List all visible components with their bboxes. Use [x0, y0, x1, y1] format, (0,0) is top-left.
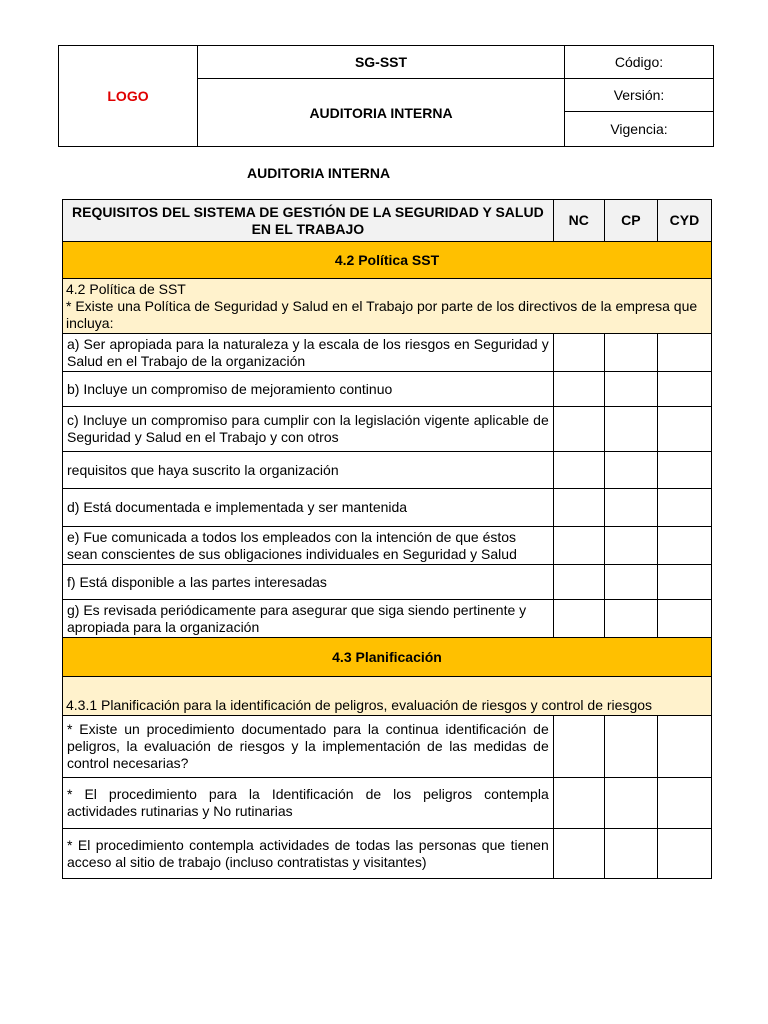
cyd-checkbox-cell[interactable]	[657, 334, 711, 372]
section-intro	[63, 279, 712, 334]
cp-checkbox-cell[interactable]	[604, 452, 657, 489]
cyd-checkbox-cell[interactable]	[657, 716, 711, 778]
vigencia-label: Vigencia:	[565, 111, 714, 146]
nc-checkbox-cell[interactable]	[553, 407, 604, 452]
table-row	[63, 829, 712, 879]
cp-checkbox-cell[interactable]	[604, 565, 657, 600]
cp-checkbox-cell[interactable]	[604, 778, 657, 829]
requirement-text: * Existe un procedimiento documentado para la continua identificación de peligros, la evaluación de riesgos y la implementación de las medidas de control necesarias?	[63, 716, 554, 778]
cp-checkbox-cell[interactable]	[604, 527, 657, 565]
section-header-row	[63, 638, 712, 677]
nc-checkbox-cell[interactable]	[553, 334, 604, 372]
nc-checkbox-cell[interactable]	[553, 452, 604, 489]
version-label: Versión:	[565, 79, 714, 111]
logo-placeholder: LOGO	[59, 46, 198, 147]
nc-checkbox-cell[interactable]	[553, 600, 604, 638]
requirement-text: * El procedimiento contempla actividades de todas las personas que tienen acceso al sitio de trabajo (incluso contratistas y visitantes)	[63, 829, 554, 879]
cyd-checkbox-cell[interactable]	[657, 600, 711, 638]
cyd-checkbox-cell[interactable]	[657, 372, 711, 407]
section-title: 4.3 Planificación	[63, 638, 712, 677]
table-row	[63, 565, 712, 600]
requirements-column-header: REQUISITOS DEL SISTEMA DE GESTIÓN DE LA SEGURIDAD Y SALUD EN EL TRABAJO	[63, 200, 554, 242]
cp-checkbox-cell[interactable]	[604, 334, 657, 372]
requirement-text: g) Es revisada periódicamente para asegurar que siga siendo pertinente y apropiada para la organización	[63, 600, 554, 638]
cp-checkbox-cell[interactable]	[604, 716, 657, 778]
cyd-checkbox-cell[interactable]	[657, 778, 711, 829]
table-row	[63, 452, 712, 489]
table-row	[63, 489, 712, 527]
requirement-text: f) Está disponible a las partes interesadas	[63, 565, 554, 600]
table-row	[63, 716, 712, 778]
cp-checkbox-cell[interactable]	[604, 407, 657, 452]
section-intro-title: 4.2 Política de SST	[66, 280, 186, 297]
codigo-label: Código:	[565, 46, 714, 79]
section-title: 4.2 Política SST	[63, 242, 712, 279]
table-row	[63, 778, 712, 829]
requirement-text: d) Está documentada e implementada y ser mantenida	[63, 489, 554, 527]
table-row	[63, 407, 712, 452]
requirement-text: requisitos que haya suscrito la organización	[63, 452, 554, 489]
requirement-text: * El procedimiento para la Identificación de los peligros contempla actividades rutinarias y No rutinarias	[63, 778, 554, 829]
requirement-text: a) Ser apropiada para la naturaleza y la escala de los riesgos en Seguridad y Salud en el Trabajo de la organización	[63, 334, 554, 372]
cp-checkbox-cell[interactable]	[604, 829, 657, 879]
cp-column-header: CP	[604, 200, 657, 242]
nc-checkbox-cell[interactable]	[553, 489, 604, 527]
section-intro-row	[63, 279, 712, 334]
document-header	[58, 45, 714, 147]
table-row	[63, 334, 712, 372]
requirement-text: e) Fue comunicada a todos los empleados con la intención de que éstos sean conscientes de sus obligaciones individuales en Seguridad y Salud	[63, 527, 554, 565]
table-header-row	[63, 200, 712, 242]
cp-checkbox-cell[interactable]	[604, 489, 657, 527]
nc-checkbox-cell[interactable]	[553, 829, 604, 879]
cyd-checkbox-cell[interactable]	[657, 527, 711, 565]
cyd-checkbox-cell[interactable]	[657, 489, 711, 527]
section-intro-row	[63, 677, 712, 716]
section-header-row	[63, 242, 712, 279]
table-row	[63, 372, 712, 407]
nc-checkbox-cell[interactable]	[553, 778, 604, 829]
doc-code: SG-SST	[198, 46, 565, 79]
cp-checkbox-cell[interactable]	[604, 600, 657, 638]
nc-column-header: NC	[553, 200, 604, 242]
cyd-checkbox-cell[interactable]	[657, 452, 711, 489]
table-row	[63, 600, 712, 638]
table-row	[63, 527, 712, 565]
cyd-checkbox-cell[interactable]	[657, 407, 711, 452]
nc-checkbox-cell[interactable]	[553, 716, 604, 778]
nc-checkbox-cell[interactable]	[553, 527, 604, 565]
cyd-checkbox-cell[interactable]	[657, 829, 711, 879]
cp-checkbox-cell[interactable]	[604, 372, 657, 407]
requirement-text: c) Incluye un compromiso para cumplir con la legislación vigente aplicable de Seguridad y Salud en el Trabajo y con otros	[63, 407, 554, 452]
cyd-checkbox-cell[interactable]	[657, 565, 711, 600]
nc-checkbox-cell[interactable]	[553, 565, 604, 600]
section-intro-title: 4.3.1 Planificación para la identificación de peligros, evaluación de riesgos y control de riesgos	[63, 677, 712, 716]
section-intro-text: * Existe una Política de Seguridad y Salud en el Trabajo por parte de los directivos de la empresa que incluya:	[66, 297, 698, 331]
doc-title: AUDITORIA INTERNA	[198, 79, 565, 147]
nc-checkbox-cell[interactable]	[553, 372, 604, 407]
requirement-text: b) Incluye un compromiso de mejoramiento continuo	[63, 372, 554, 407]
cyd-column-header: CYD	[657, 200, 711, 242]
audit-table	[62, 199, 712, 879]
page-title: AUDITORIA INTERNA	[247, 165, 391, 181]
